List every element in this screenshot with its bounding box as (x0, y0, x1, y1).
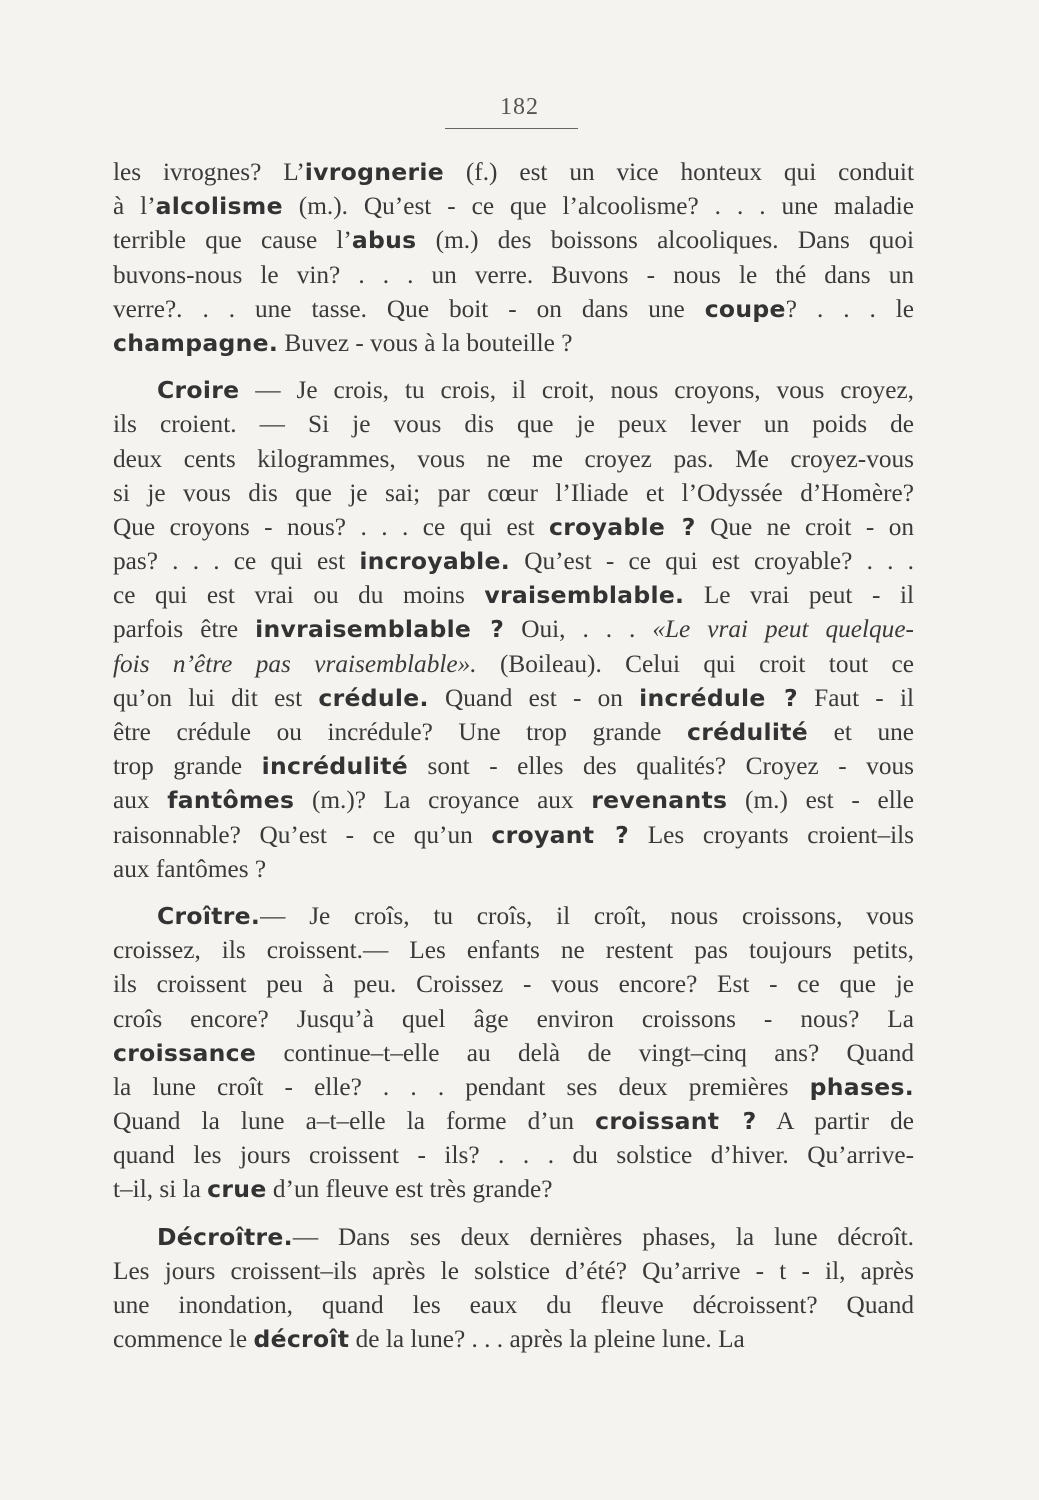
text-line (113, 326, 914, 360)
text-run: Oui, . . . (504, 615, 653, 644)
text-line (113, 476, 914, 510)
text-run: ils croissent peu à peu. Croissez - vous encore? Est - ce que je (113, 970, 914, 999)
text-line (113, 1254, 914, 1288)
bold-term: Croire (157, 376, 240, 405)
text-line (113, 818, 914, 852)
text-run: (m.) est - elle (727, 786, 914, 815)
bold-term: champagne. (113, 328, 279, 357)
text-run: Que croyons - nous? . . . ce qui est (113, 512, 550, 541)
text-run: croîs encore? Jusqu’à quel âge environ croissons - nous? La (113, 1004, 914, 1033)
bold-term: croyable ? (549, 512, 696, 541)
text-run: Que ne croit - on (695, 512, 914, 541)
text-run: aux fantômes ? (113, 854, 267, 883)
text-run: d’un fleuve est très grande? (266, 1175, 553, 1204)
italic-quote: fois n’être pas vraisemblable». (113, 649, 477, 678)
text-line (113, 967, 914, 1001)
bold-term: crue (207, 1175, 267, 1204)
text-line (113, 442, 914, 476)
bold-term: Décroître. (157, 1222, 293, 1251)
text-run: verre?. . . une tasse. Que boit - on dans une (113, 294, 705, 323)
text-line (113, 647, 914, 681)
text-line (113, 715, 914, 749)
text-run: buvons-nous le vin? . . . un verre. Buvons - nous le thé dans un (113, 260, 914, 289)
text-line (113, 1288, 914, 1322)
text-run: (m.) des boissons alcooliques. Dans quoi (416, 226, 914, 255)
paragraph (113, 373, 914, 886)
page-body (113, 155, 914, 1369)
bold-term: croissance (113, 1038, 257, 1067)
bold-term: incrédulité (261, 752, 408, 781)
text-run: être crédule ou incrédule? Une trop grande (113, 718, 687, 746)
bold-term: incrédule ? (639, 683, 798, 712)
bold-term: alcolisme (155, 192, 283, 221)
text-run: Les croyants croient–ils (629, 820, 914, 849)
text-line (113, 1322, 914, 1356)
bold-term: crédulité (686, 718, 808, 746)
bold-term: phases. (809, 1072, 914, 1101)
text-line (113, 292, 914, 326)
text-run: parfois être (113, 615, 256, 644)
bold-term: décroît (253, 1325, 350, 1354)
text-run: t–il, si la (113, 1175, 208, 1204)
text-line (113, 1002, 914, 1036)
bold-term: crédule. (318, 683, 429, 712)
text-run: pas? . . . ce qui est (113, 547, 360, 576)
bold-term: revenants (591, 786, 728, 815)
paragraph (113, 155, 914, 360)
text-line (113, 1104, 914, 1138)
text-line (113, 1220, 914, 1254)
text-line (113, 578, 914, 612)
text-line (113, 510, 914, 544)
text-run: Quand la lune a–t–elle la forme d’un (113, 1107, 596, 1136)
text-line (113, 407, 914, 441)
text-run: (m.). Qu’est - ce que l’alcoolisme? . . . une maladie (282, 192, 914, 221)
header-rule (445, 128, 578, 129)
bold-term: vraisemblable. (484, 581, 685, 610)
text-run: — Je croîs, tu croîs, il croît, nous croissons, vous (260, 901, 914, 930)
bold-term: coupe (704, 294, 786, 323)
text-line (113, 373, 914, 407)
text-run: à l’ (113, 192, 156, 221)
text-run: quand les jours croissent - ils? . . . du solstice d’hiver. Qu’arrive- (113, 1141, 914, 1170)
text-line (113, 681, 914, 715)
text-run: trop grande (113, 752, 262, 781)
text-line (113, 933, 914, 967)
text-run: — Je crois, tu crois, il croit, nous croyons, vous croyez, (239, 376, 914, 405)
text-line (113, 155, 914, 189)
text-run: A partir de (756, 1107, 914, 1136)
text-run: commence le (113, 1325, 254, 1354)
text-run: Faut - il (797, 683, 915, 712)
bold-term: Croître. (157, 901, 261, 930)
text-run: croissez, ils croissent.— Les enfants ne restent pas toujours petits, (113, 936, 914, 965)
text-line (113, 189, 914, 223)
bold-term: invraisemblable ? (255, 615, 505, 644)
text-run: la lune croît - elle? . . . pendant ses deux premières (113, 1072, 810, 1101)
bold-term: incroyable. (359, 547, 510, 576)
text-run: et une (807, 718, 914, 746)
text-run: Les jours croissent–ils après le solstice d’été? Qu’arrive - t - il, après (113, 1256, 914, 1285)
text-run: les ivrognes? L’ (113, 158, 305, 186)
text-run: ce qui est vrai ou du moins (113, 581, 485, 610)
text-line (113, 544, 914, 578)
text-line (113, 258, 914, 292)
text-run: aux (113, 786, 168, 815)
text-run: Le vrai peut - il (684, 581, 914, 610)
text-run: Qu’est - ce qui est croyable? . . . (510, 547, 914, 576)
text-run: Buvez - vous à la bouteille ? (278, 328, 573, 357)
bold-term: croissant ? (595, 1107, 757, 1136)
text-line (113, 852, 914, 886)
bold-term: croyant ? (491, 820, 630, 849)
text-run: terrible que cause l’ (113, 226, 352, 255)
text-line (113, 783, 914, 817)
text-run: continue–t–elle au delà de vingt–cinq ans? Quand (256, 1038, 914, 1067)
text-run: raisonnable? Qu’est - ce qu’un (113, 820, 492, 849)
text-line (113, 612, 914, 646)
paragraph (113, 1220, 914, 1357)
text-run: ils croient. — Si je vous dis que je peux lever un poids de (113, 410, 914, 439)
paragraph (113, 899, 914, 1207)
text-run: — Dans ses deux dernières phases, la lune décroît. (292, 1222, 914, 1251)
text-line (113, 1138, 914, 1172)
text-line (113, 749, 914, 783)
text-line (113, 899, 914, 933)
text-run: (Boileau). Celui qui croit tout ce (476, 649, 914, 678)
text-run: sont - elles des qualités? Croyez - vous (408, 752, 914, 781)
text-line (113, 1036, 914, 1070)
bold-term: fantômes (167, 786, 295, 815)
text-run: si je vous dis que je sai; par cœur l’Iliade et l’Odyssée d’Homère? (113, 478, 914, 507)
page-number: 182 (500, 94, 539, 120)
text-line (113, 223, 914, 257)
italic-quote: «Le vrai peut quelque- (652, 615, 914, 644)
text-run: qu’on lui dit est (113, 683, 319, 712)
text-run: Quand est - on (428, 683, 640, 712)
text-run: (f.) est un vice honteux qui conduit (443, 158, 914, 186)
text-run: une inondation, quand les eaux du fleuve décroissent? Quand (113, 1291, 914, 1319)
bold-term: ivrognerie (304, 158, 444, 186)
text-line (113, 1172, 914, 1206)
text-line (113, 1070, 914, 1104)
text-run: (m.)? La croyance aux (294, 786, 592, 815)
text-run: de la lune? . . . après la pleine lune. La (349, 1325, 745, 1354)
text-run: ? . . . le (785, 294, 914, 323)
text-run: deux cents kilogrammes, vous ne me croyez pas. Me croyez-vous (113, 444, 914, 473)
bold-term: abus (351, 226, 417, 255)
